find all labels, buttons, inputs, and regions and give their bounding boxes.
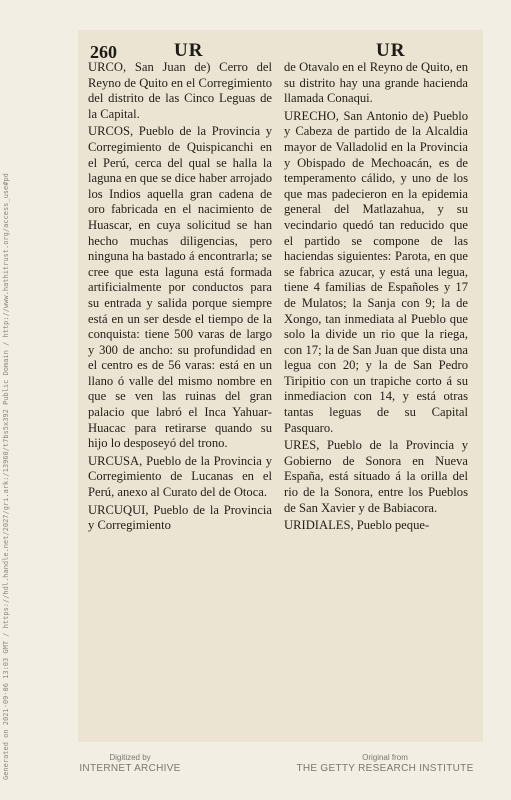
entry-urcuqui: URCUQUI, Pueblo de la Provincia y Corregimiento [88, 502, 272, 533]
footer-left-big: INTERNET ARCHIVE [79, 763, 181, 774]
footer-original-from [285, 752, 485, 775]
page-header [84, 40, 474, 62]
left-column [88, 60, 272, 536]
footer-digitized-by [30, 752, 230, 775]
entry-urecho: URECHO, San Antonio de) Pueblo y Cabeza de partido de la Alcaldia mayor de Valladolid en la Provincia y Obispado de Mechoacán, es de temperamento cálido, y uno de los que mas padecieron en la epidemia general del Matlazahua, y su vecindario quedó tan reducido que el partido se compone de las haciendas siguientes: Parota, en que se fabrica azucar, y está una legua, tiene 4 familias de Españoles y 17 de Mulatos; la Sanja con 9; la de Xongo, tan inmediata al Pueblo que solo la divide un rio que la riega, con 17; la de San Juan que dista una legua con 20; y la de San Pedro Tiripitio con un trapiche corto á su inmediacion con 14, y está otras tantas leguas de su Capital Pasquaro. [284, 108, 468, 435]
entry-urcuqui-cont: de Otavalo en el Reyno de Quito, en su distrito hay una grande hacienda llamada Conaqui. [284, 60, 468, 106]
entry-ures: URES, Pueblo de la Provincia y Gobierno de Sonora en Nueva España, está situado á la orilla del rio de la Sonora, entre los Pueblos de San Xavier y de Babiacora. [284, 438, 468, 515]
footer-left-small: Digitized by [109, 753, 151, 762]
entry-uridiales: URIDIALES, Pueblo peque- [284, 518, 430, 533]
right-column [284, 60, 468, 536]
footer-right-big: THE GETTY RESEARCH INSTITUTE [296, 763, 474, 774]
running-head-right: UR [376, 40, 406, 61]
side-watermark: Generated on 2021-09-06 13:03 GMT / https://hdl.handle.net/2027/gri.ark:/13960/t7bs5x392 Public Domain / http://www.hathitrust.org/access_use#pd [2, 173, 10, 780]
entry-urcusa: URCUSA, Pueblo de la Provincia y Corregimiento de Lucanas en el Perú, anexo al Curato del de Otoca. [88, 453, 272, 500]
entry-urcos: URCOS, Pueblo de la Provincia y Corregimiento de Quispicanchi en el Perú, cerca del qual se halla la laguna en que se dice haber arrojado los Indios aquella gran cadena de oro fabricada en el nacimiento de Huascar, en cuya solicitud se han hecho muchas diligencias, pero ninguna ha bastado á encontrarla; se cree que esta laguna está formada artificialmente por conductos para su entrada y salida porque siempre está en un ser desde el tiempo de la conquista: tiene 500 varas de largo y 300 de ancho: su profundidad en el centro es de 56 varas: está en un llano ó valle del mismo nombre en que se ven las ruinas del gran palacio que labró el Inca Yahuar-Huacac para retirarse quando su hijo lo desposeyó del trono. [88, 124, 272, 451]
footer-right-small: Original from [362, 753, 408, 762]
entry-urco: URCO, San Juan de) Cerro del Reyno de Quito en el Corregimiento del distrito de las Cinco Leguas de la Capital. [88, 60, 272, 121]
running-head-left: UR [174, 40, 204, 61]
page-number: 260 [90, 42, 117, 62]
